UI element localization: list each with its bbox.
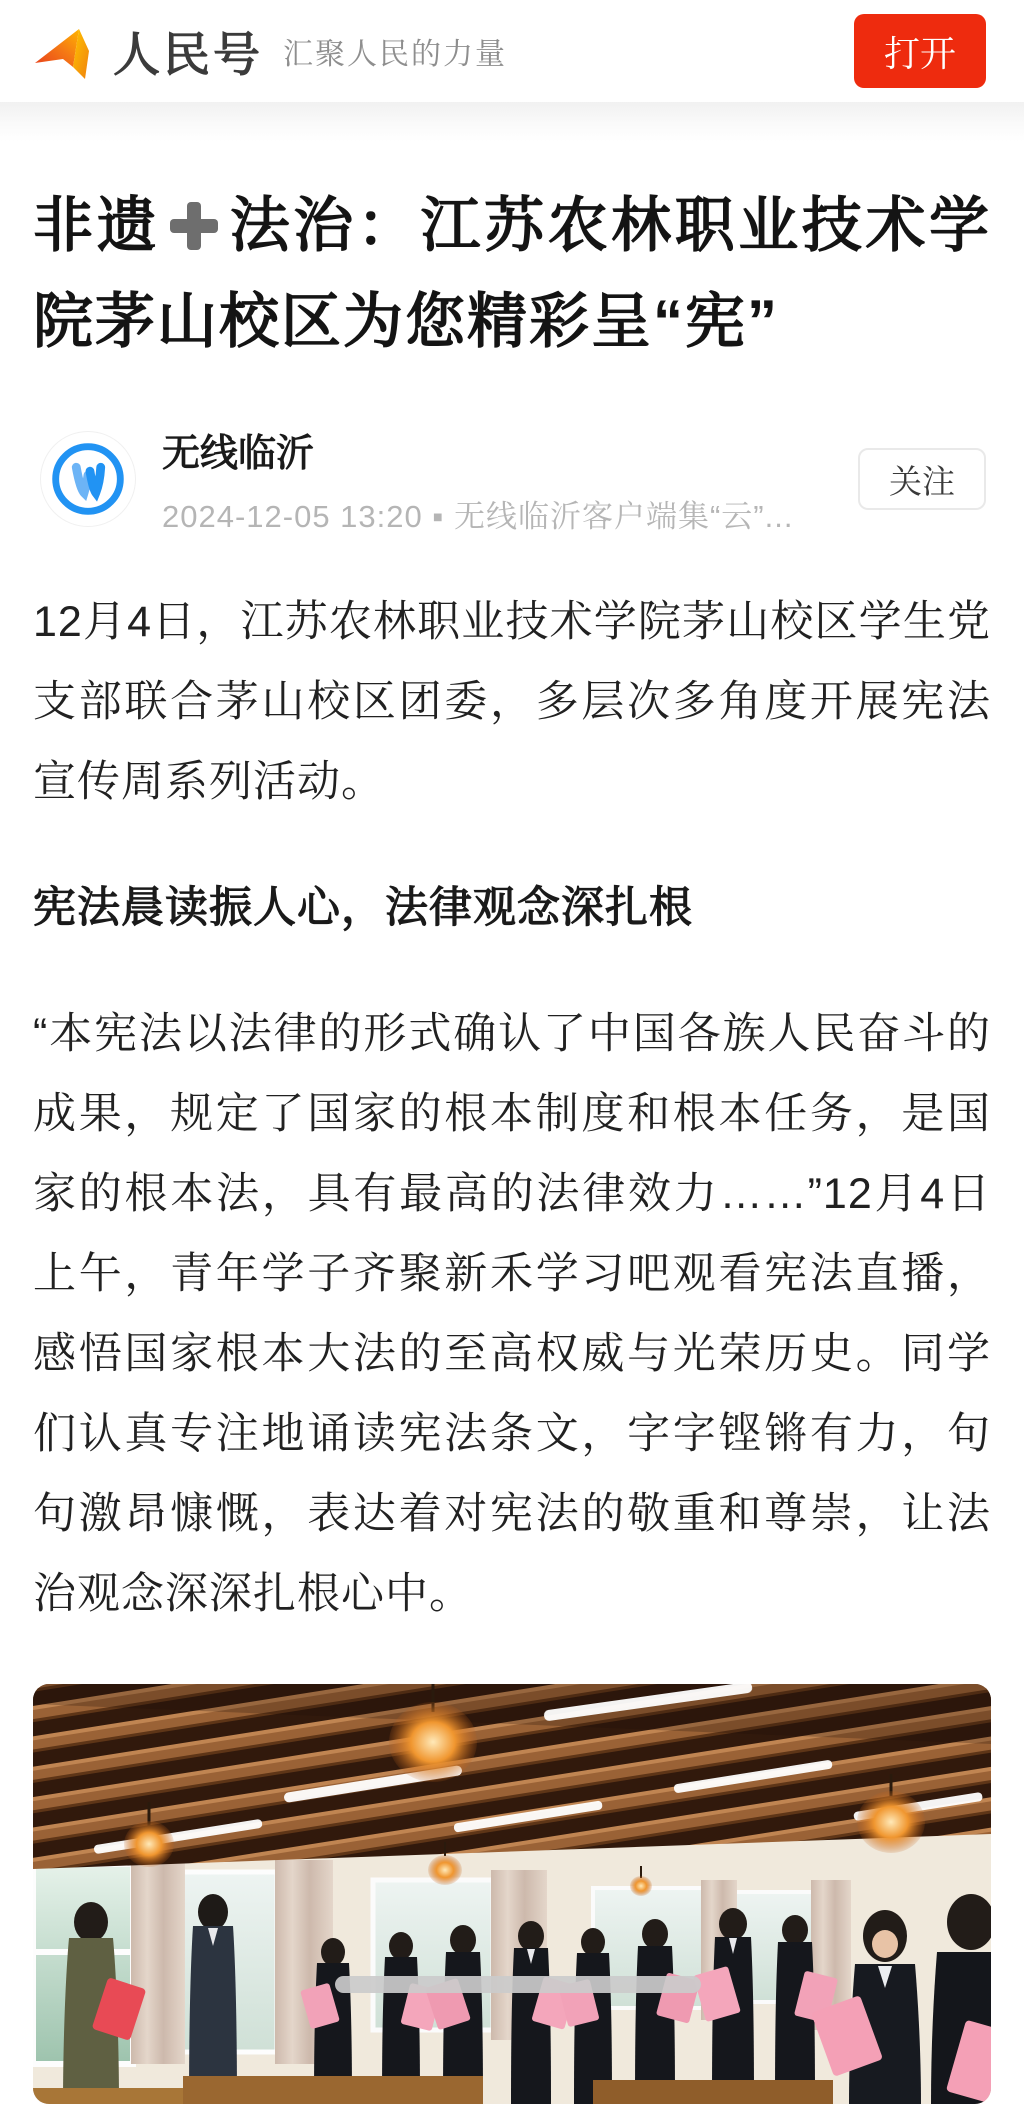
- image-progress-bar[interactable]: [335, 1976, 701, 1993]
- paragraph-1: 12月4日，江苏农林职业技术学院茅山校区学生党支部联合茅山校区团委，多层次多角度开展宪法宣传周系列活动。: [33, 598, 991, 806]
- publish-meta: 2024-12-05 13:20 ▪ 无线临沂客户端集“云”...: [162, 499, 794, 534]
- paper-plane-logo-icon: [33, 21, 99, 81]
- header-divider: [0, 102, 1024, 142]
- article-title-suffix: 法治：江苏农林职业技术学院茅山校区为您精彩呈“宪”: [33, 192, 992, 355]
- logo-tagline: 汇聚人民的力量: [283, 38, 507, 71]
- people-daily-logo: [33, 18, 507, 85]
- author-name[interactable]: 无线临沂: [162, 433, 315, 475]
- author-avatar[interactable]: [40, 431, 136, 527]
- section-subheading: 宪法晨读振人心，法律观念深扎根: [33, 884, 693, 932]
- follow-button[interactable]: 关注: [858, 448, 986, 510]
- logo-text: 人民号: [113, 27, 263, 81]
- paragraph-2: “本宪法以法律的形式确认了中国各族人民奋斗的成果，规定了国家的根本制度和根本任务，是国家的根本法，具有最高的法律效力……”12月4日上午，青年学子齐聚新禾学习吧观看宪法直播，感悟国家根本大法的至高权威与光荣历史。同学们认真专注地诵读宪法条文，字字铿锵有力，句句激昂慷慨，表达着对宪法的敬重和尊崇，让法治观念深深扎根心中。: [33, 1010, 991, 1618]
- app-banner: [0, 0, 1024, 102]
- article-photo[interactable]: [33, 1684, 991, 2104]
- article-title: [33, 178, 991, 370]
- classroom-photo-illustration: [33, 1684, 991, 2104]
- article-title-prefix: 非遗: [33, 192, 161, 259]
- author-info: [162, 422, 793, 536]
- author-row: [40, 422, 986, 536]
- open-app-button[interactable]: 打开: [854, 14, 986, 88]
- heavy-plus-icon: [170, 202, 218, 250]
